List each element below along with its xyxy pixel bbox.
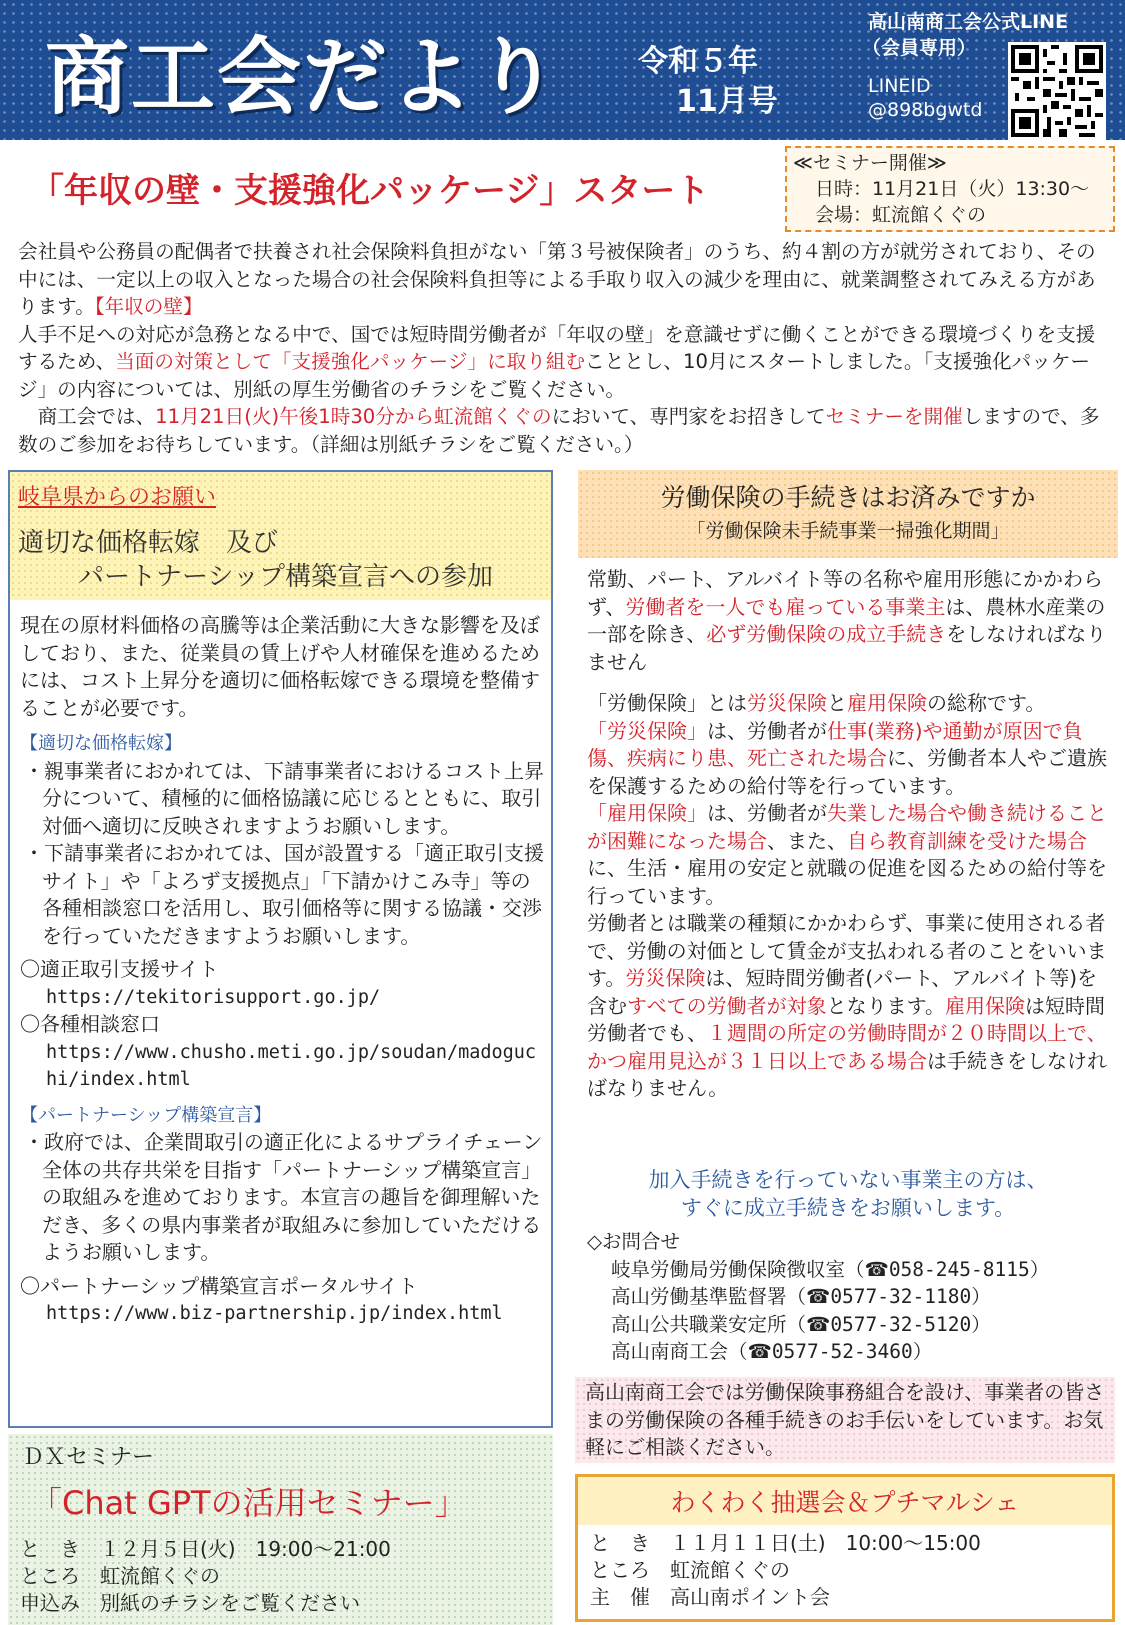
roudou-p3-hl: 仕事(業務)や通勤が原因で負傷、疾病にり患、死亡された場合 xyxy=(587,718,1083,770)
intro-p2-end: こととし、10月にスタートしました。「支援強化パッケージ」の内容については、別紙の厚生労働省のチラシをご覧ください。 xyxy=(18,350,1091,401)
issue-month: 11月号 xyxy=(676,84,778,119)
roudou-p1: 常勤、パート、アルバイト等の名称や雇用形態にかかわらず、 xyxy=(587,567,1103,619)
intro-p3-seminar: セミナーを開催 xyxy=(825,405,963,428)
dx-title: 「Chat GPTの活用セミナー」 xyxy=(30,1484,467,1522)
roudou-p5-end: は手続きをしなければなりません。 xyxy=(587,1048,1107,1100)
contact-list xyxy=(587,1228,1049,1366)
phone-icon: ☎ xyxy=(747,1340,772,1363)
dx-details xyxy=(20,1536,391,1617)
intro-p3-end: しますので、多数のご参加をお待ちしています。（詳細は別紙チラシをご覧ください。） xyxy=(18,405,1100,456)
gifu-link3-label: 〇パートナーシップ構築宣言ポータルサイト xyxy=(20,1273,418,1298)
headline-title: 「年収の壁・支援強化パッケージ」スタート xyxy=(30,171,710,211)
roudou-p2-rousai: 労災保険 xyxy=(747,691,827,715)
contact-4-tel[interactable]: 0577-52-3460） xyxy=(771,1340,933,1363)
contact-1-name: 岐阜労働局労働保険徴収室（ xyxy=(611,1257,865,1281)
intro-p2: 人手不足への対応が急務となる中で、国では短時間労働者が「年収の壁」を意識せずに働くことができる環境づくりを支援するため、 xyxy=(18,322,1096,373)
gifu-bullet-3: ・政府では、企業間取引の適正化によるサプライチェーン全体の共存共栄を目指す「パートナーシップ構築宣言」の取組みを進めております。本宣言の趣旨を御理解いただき、多くの県内事業者が取組みに参加していただけるようお願いします。 xyxy=(24,1130,543,1264)
roudou-subtitle: 「労働保険未手続事業一掃強化期間」 xyxy=(686,520,1010,542)
roudou-p2-koyou: 雇用保険 xyxy=(847,691,927,715)
seminar-notice xyxy=(785,146,1115,232)
roudou-p4: は、労働者が xyxy=(707,801,827,825)
roudou-body xyxy=(587,566,1115,1103)
dx-venue: ところ 虹流館くぐの xyxy=(20,1564,220,1588)
roudou-p3: は、労働者が xyxy=(707,718,827,743)
roudou-p4-hl2: 自ら教育訓練を受けた場合 xyxy=(847,828,1087,853)
contact-4-name: 高山南商工会（ xyxy=(611,1340,748,1363)
lottery-organizer: 主 催 高山南ポイント会 xyxy=(590,1585,830,1609)
roudou-callout-line2: すぐに成立手続きをお願いします。 xyxy=(680,1196,1016,1220)
intro-p1: 会社員や公務員の配偶者で扶養され社会保険料負担がない「第３号被保険者」のうち、約４割の方が就労されており、その中には、一定以上の収入となった場合の社会保険料負担等による手取り収入の減少を理由に、就業調整されてみえる方があります。 xyxy=(18,240,1096,318)
lottery-venue: ところ 虹流館くぐの xyxy=(590,1558,790,1582)
gifu-link2-url[interactable]: https://www.chusho.meti.go.jp/soudan/madoguchi/index.html xyxy=(46,1041,537,1090)
roudou-p5-rousai: 労災保険 xyxy=(625,966,706,990)
intro-p1-highlight: 【年収の壁】 xyxy=(94,295,203,318)
line-subtitle: （会員専用） xyxy=(862,37,977,59)
newsletter-title: 商工会だより xyxy=(45,28,562,126)
roudou-p1-hl2: 必ず労働保険の成立手続き xyxy=(706,622,947,646)
lottery-title: わくわく抽選会＆プチマルシェ xyxy=(670,1488,1020,1517)
roudou-p1-hl1: 労働者を一人でも雇っている事業主 xyxy=(625,594,946,619)
line-id-label: LINEID xyxy=(868,75,931,97)
roudou-p5-mid2: となります。 xyxy=(826,993,946,1018)
roudou-p1-mid: は、農林水産業の一部を除き、 xyxy=(587,594,1106,646)
roudou-p4-term: 「雇用保険」 xyxy=(587,801,707,825)
dx-apply: 申込み 別紙のチラシをご覧ください xyxy=(20,1591,360,1615)
contact-2-name: 高山労働基準監督署（ xyxy=(611,1285,807,1308)
contact-3-tel[interactable]: 0577-32-5120） xyxy=(830,1312,991,1336)
contact-2-tel[interactable]: 0577-32-1180） xyxy=(830,1285,991,1308)
roudou-p5-mid: は、短時間労働者(パート、アルバイト等)を含む xyxy=(587,966,1098,1018)
intro-p2-highlight: 当面の対策として「支援強化パッケージ」に取り組む xyxy=(115,350,586,373)
roudou-callout xyxy=(578,1166,1118,1222)
line-title: 高山南商工会公式LINE xyxy=(868,11,1069,33)
contact-1-tel[interactable]: 058-245-8115） xyxy=(888,1257,1050,1281)
gifu-link1-url[interactable]: https://tekitorisupport.go.jp/ xyxy=(46,986,381,1008)
roudou-p5-hl2: １週間の所定の労働時間が２０時間以上で、かつ雇用見込が３１日以上である場合 xyxy=(587,1021,1107,1073)
lottery-date: と き １１月１１日(土) 10:00～15:00 xyxy=(590,1531,981,1555)
gifu-title-line2: パートナーシップ構築宣言への参加 xyxy=(78,562,493,592)
seminar-venue: 会場：虹流館くぐの xyxy=(815,204,987,226)
roudou-p5-koyou: 雇用保険 xyxy=(945,993,1026,1018)
phone-icon: ☎ xyxy=(806,1312,831,1336)
gifu-section-partnership: 【パートナーシップ構築宣言】 xyxy=(20,1104,272,1126)
roudou-p3-term: 「労災保険」 xyxy=(587,718,707,743)
roudou-p5-mid3: は短時間労働者でも、 xyxy=(587,993,1106,1045)
roudou-p1-end: をしなければなりません xyxy=(587,622,1107,674)
roudou-title: 労働保険の手続きはお済みですか xyxy=(660,483,1036,512)
contact-3-name: 高山公共職業安定所（ xyxy=(611,1312,807,1336)
phone-icon: ☎ xyxy=(864,1257,889,1281)
gifu-section-pricing: 【適切な価格転嫁】 xyxy=(20,733,182,754)
seminar-date: 日時：11月21日（火）13:30～ xyxy=(815,178,1090,200)
roudou-p5-hl1: すべての労働者が対象 xyxy=(627,993,827,1018)
gifu-link1-label: 〇適正取引支援サイト xyxy=(20,957,219,981)
gifu-bullet-1: ・親事業者におかれては、下請事業者におけるコスト上昇分について、積極的に価格協議に応じるとともに、取引対価へ適切に反映されますようお願いします。 xyxy=(24,758,544,838)
lottery-details xyxy=(590,1530,981,1611)
roudou-p5: 労働者とは職業の種類にかかわらず、事業に使用される者で、労働の対価として賃金が支払われる者のことをいいます。 xyxy=(587,911,1107,990)
gifu-title-line1: 適切な価格転嫁 及び xyxy=(18,528,279,558)
seminar-heading: ≪セミナー開催≫ xyxy=(793,152,947,174)
jimu-notice: 高山南商工会では労働保険事務組合を設け、事業者の皆さまの労働保険の各種手続きのお手伝いをしています。お気軽にご相談ください。 xyxy=(575,1377,1115,1463)
contact-title: ◇お問合せ xyxy=(587,1230,680,1253)
qr-code-icon[interactable] xyxy=(1008,42,1106,140)
gifu-bullet-2: ・下請事業者におかれては、国が設置する「適正取引支援サイト」や「よろず支援拠点」「下請かけこみ寺」等の各種相談窓口を活用し、取引価格等に関する協議・交渉を行っていただきますようお願いします。 xyxy=(24,841,544,948)
roudou-p4-mid: 、また、 xyxy=(767,828,847,853)
dx-label: ＤＸセミナー xyxy=(22,1445,155,1470)
roudou-p4-hl1: 失業した場合や働き続けることが困難になった場合 xyxy=(587,801,1107,853)
gifu-lead: 現在の原材料価格の高騰等は企業活動に大きな影響を及ぼしており、また、従業員の賃上げや人材確保を進めるためには、コスト上昇分を適切に価格転嫁できる環境を整備することが必要です。 xyxy=(20,613,540,720)
issue-year: 令和５年 xyxy=(638,44,758,79)
roudou-callout-line1: 加入手続きを行っていない事業主の方は、 xyxy=(648,1168,1048,1192)
phone-icon: ☎ xyxy=(806,1285,831,1308)
line-id: @898bgwtd xyxy=(868,99,983,121)
gifu-link2-label: 〇各種相談窓口 xyxy=(20,1012,160,1036)
dx-date: と き １２月５日(火) 19:00～21:00 xyxy=(20,1537,391,1561)
intro-p3-date: 11月21日(火)午後1時30分から虹流館くぐの xyxy=(155,405,552,428)
roudou-p2-end: の総称です。 xyxy=(927,691,1046,715)
roudou-p2: 「労働保険」とは xyxy=(587,691,747,715)
roudou-p3-end: に、労働者本人やご遺族を保護するための給付等を行っています。 xyxy=(587,746,1107,798)
intro-p3-mid: において、専門家をお招きして xyxy=(551,405,826,428)
gifu-body xyxy=(20,612,545,1328)
gifu-label: 岐阜県からのお願い xyxy=(18,485,217,510)
roudou-p4-end: に、生活・雇用の安定と就職の促進を図るための給付等を行っています。 xyxy=(587,856,1107,908)
roudou-p2-and: と xyxy=(827,691,847,715)
gifu-link3-url[interactable]: https://www.biz-partnership.jp/index.html xyxy=(46,1303,503,1324)
intro-text xyxy=(18,238,1113,458)
intro-p3: 商工会では、 xyxy=(18,405,156,428)
